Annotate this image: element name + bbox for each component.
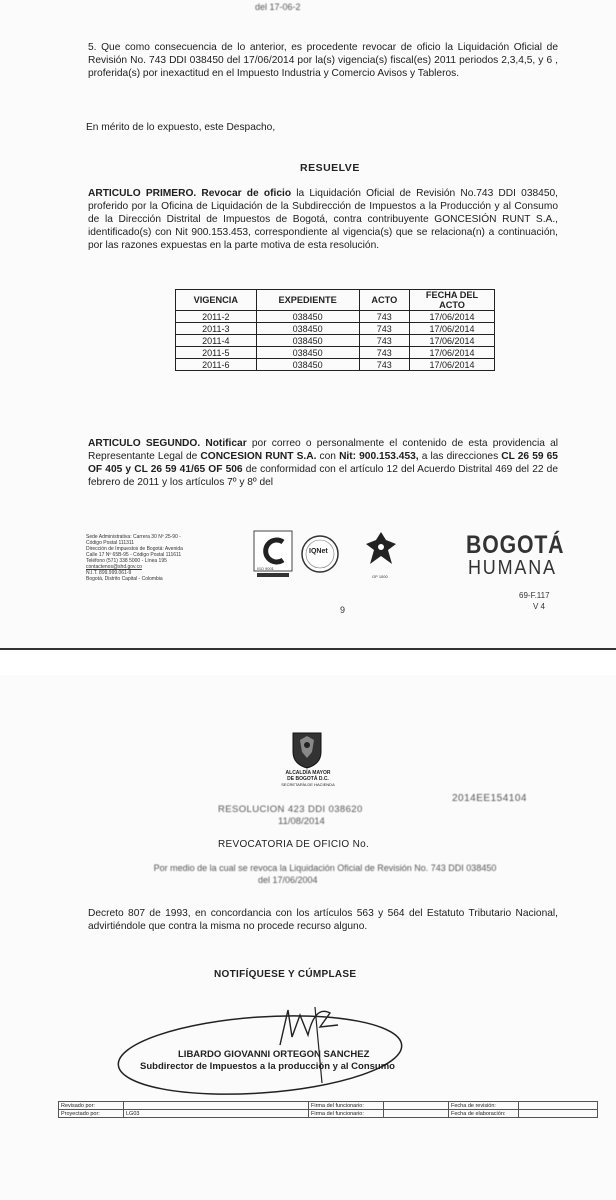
cert-label-iso: ISO 9001 bbox=[257, 566, 274, 571]
seal-line: DE BOGOTÁ D.C. bbox=[287, 776, 329, 782]
art2-text-d: de conformidad con el artículo 12 del Acuerdo Distrital 469 del 22 de febrero de 2011 y los artículos 7º y 8º del bbox=[88, 464, 558, 488]
articulo-primero bbox=[88, 187, 558, 252]
footer-line: Dirección de Impuestos de Bogotá: Avenida bbox=[86, 546, 183, 552]
cell-label: Fecha de revisión: bbox=[449, 1102, 519, 1110]
footer-line: Código Postal 111311 bbox=[86, 540, 135, 546]
articulo-primero-body: la Liquidación Oficial de Revisión No.743 DDI 038450, proferido por la Oficina de Liquidación de la Subdirección de Impuestos a la Producción y al Consumo de la Dirección Distrital de Impuestos de Bogotá, contra contribuyente GONCESIÓN RUNT S.A., identificado(s) con Nit 900.153.453, correspondiente al vigencia(s) que se relaciona(n) a continuación, por las razones expuestas en la parte motiva de esta resolución. bbox=[88, 188, 558, 251]
cell-vigencia: 2011-2 bbox=[176, 311, 257, 323]
page-number: 9 bbox=[340, 605, 346, 615]
cell-label: Revisado por: bbox=[59, 1102, 124, 1110]
cell-expediente: 038450 bbox=[256, 347, 359, 359]
cell-label: Firma del funcionario: bbox=[309, 1110, 384, 1118]
cell-acto: 743 bbox=[359, 335, 409, 347]
footer-line: Calle 17 Nº 65B-95 - Código Postal 111611 bbox=[86, 552, 182, 558]
form-code: 69-F.117 bbox=[519, 591, 550, 600]
bogota-coat-of-arms-icon bbox=[290, 730, 324, 770]
cell-value bbox=[384, 1102, 449, 1110]
cell-vigencia: 2011-4 bbox=[176, 335, 257, 347]
seal-line: ALCALDÍA MAYOR bbox=[285, 770, 331, 776]
articulo-primero-title: ARTICULO PRIMERO. Revocar de oficio bbox=[88, 188, 292, 199]
cell-acto: 743 bbox=[359, 311, 409, 323]
cell-expediente: 038450 bbox=[256, 323, 359, 335]
cell-acto: 743 bbox=[359, 359, 409, 371]
table-row bbox=[176, 359, 495, 371]
cert-label-gp: GP 1000 bbox=[372, 574, 388, 579]
decreto-paragraph: Decreto 807 de 1993, en concordancia con los artículos 563 y 564 del Estatuto Tributario Nacional, advirtiéndole que contra la misma no procede recurso alguno. bbox=[88, 908, 558, 932]
humana-brand: HUMANA bbox=[468, 557, 557, 579]
articulo-segundo-title: ARTICULO SEGUNDO. Notificar bbox=[88, 438, 247, 449]
item-5-paragraph: 5. Que como consecuencia de lo anterior, es procedente revocar de oficio la Liquidación Oficial de Revisión No. 743 DDI 038450 del 17/06/2014 por la(s) vigencia(s) fiscal(es) 2011 periodos 2,3,4,5, y 6 , proferida(s) por inexactitud en el Impuesto Industria y Comercio Avisos y Tableros. bbox=[88, 42, 558, 79]
col-expediente: EXPEDIENTE bbox=[256, 290, 359, 311]
header-stamp: del 17-06-2 bbox=[255, 2, 301, 12]
cell-value: LG03 bbox=[124, 1110, 309, 1118]
cell-value bbox=[519, 1110, 598, 1118]
resuelve-heading: RESUELVE bbox=[300, 162, 360, 174]
art2-text-a: por correo o personalmente el contenido de esta providencia al Representante Legal de bbox=[88, 438, 558, 462]
art2-text-c: a las direcciones bbox=[418, 451, 502, 462]
footer-address bbox=[86, 534, 246, 582]
footer-line: contactenos@shd.gov.co bbox=[86, 564, 142, 570]
subtitle-line: Por medio de la cual se revoca la Liquidación Oficial de Revisión No. 743 DDI 038450 bbox=[153, 863, 497, 873]
cell-fecha: 17/06/2014 bbox=[410, 311, 495, 323]
cell-fecha: 17/06/2014 bbox=[410, 323, 495, 335]
gp-eagle-logo bbox=[362, 530, 400, 582]
table-row bbox=[176, 311, 495, 323]
actos-table bbox=[175, 289, 495, 371]
art2-text-b: con bbox=[316, 451, 340, 462]
cell-label: Proyectado por: bbox=[59, 1110, 124, 1118]
cell-expediente: 038450 bbox=[256, 335, 359, 347]
footer-line: Sede Administrativa: Carrera 30 Nº 25-90 - bbox=[86, 534, 181, 540]
signature-control-table bbox=[58, 1101, 598, 1118]
footer-line: Bogotá, Distrito Capital - Colombia bbox=[86, 576, 163, 582]
icontec-logo bbox=[253, 530, 293, 584]
col-fecha: FECHA DEL ACTO bbox=[410, 290, 495, 311]
col-vigencia: VIGENCIA bbox=[176, 290, 257, 311]
cell-acto: 743 bbox=[359, 323, 409, 335]
iqnet-logo bbox=[300, 532, 340, 577]
revocatoria-title: REVOCATORIA DE OFICIO No. bbox=[218, 839, 370, 850]
cell-label: Firma del funcionario: bbox=[309, 1102, 384, 1110]
table-row bbox=[59, 1102, 598, 1110]
articulo-segundo bbox=[88, 437, 558, 489]
page-separator bbox=[0, 648, 616, 677]
cert-label-iqnet: IQNet bbox=[309, 548, 328, 555]
radicado-number: 2014EE154104 bbox=[452, 793, 527, 804]
seal-caption bbox=[268, 770, 348, 788]
cell-value bbox=[124, 1102, 309, 1110]
cell-expediente: 038450 bbox=[256, 311, 359, 323]
document-page-2 bbox=[0, 675, 616, 1200]
subtitle-date: del 17/06/2004 bbox=[258, 875, 318, 885]
bogota-brand: BOGOTÁ bbox=[466, 531, 565, 559]
table-row bbox=[59, 1110, 598, 1118]
cell-label: Fecha de elaboración: bbox=[449, 1110, 519, 1118]
cell-value bbox=[384, 1110, 449, 1118]
table-row bbox=[176, 323, 495, 335]
resolucion-date: 11/08/2014 bbox=[278, 816, 325, 827]
cell-fecha: 17/06/2014 bbox=[410, 335, 495, 347]
col-acto: ACTO bbox=[359, 290, 409, 311]
footer-line: N.I.T. 899.999.061-9 bbox=[86, 570, 132, 576]
table-row bbox=[176, 335, 495, 347]
table-row bbox=[176, 347, 495, 359]
art2-company: CONCESION RUNT S.A. bbox=[200, 451, 317, 462]
cell-vigencia: 2011-6 bbox=[176, 359, 257, 371]
seal-line: SECRETARÍA DE HACIENDA bbox=[281, 782, 335, 787]
notifiquese-heading: NOTIFÍQUESE Y CÚMPLASE bbox=[214, 969, 357, 980]
cell-value bbox=[519, 1102, 598, 1110]
art2-nit: Nit: 900.153.453, bbox=[339, 451, 419, 462]
cell-expediente: 038450 bbox=[256, 359, 359, 371]
signer-name: LIBARDO GIOVANNI ORTEGON SANCHEZ bbox=[178, 1049, 370, 1060]
art2-addresses: CL 26 59 65 OF 405 y CL 26 59 41/65 OF 506 bbox=[88, 451, 558, 475]
cell-fecha: 17/06/2014 bbox=[410, 347, 495, 359]
merito-line: En mérito de lo expuesto, este Despacho, bbox=[86, 122, 276, 133]
cell-vigencia: 2011-3 bbox=[176, 323, 257, 335]
cell-fecha: 17/06/2014 bbox=[410, 359, 495, 371]
signer-title: Subdirector de Impuestos a la producción y al Consumo bbox=[140, 1061, 395, 1072]
cell-acto: 743 bbox=[359, 347, 409, 359]
footer-line: Teléfono (571) 338 5000 - Línea 195 bbox=[86, 558, 167, 564]
cell-vigencia: 2011-5 bbox=[176, 347, 257, 359]
table-header-row bbox=[176, 290, 495, 311]
form-version: V 4 bbox=[533, 602, 546, 611]
resolucion-number: RESOLUCION 423 DDI 038620 bbox=[218, 804, 363, 815]
